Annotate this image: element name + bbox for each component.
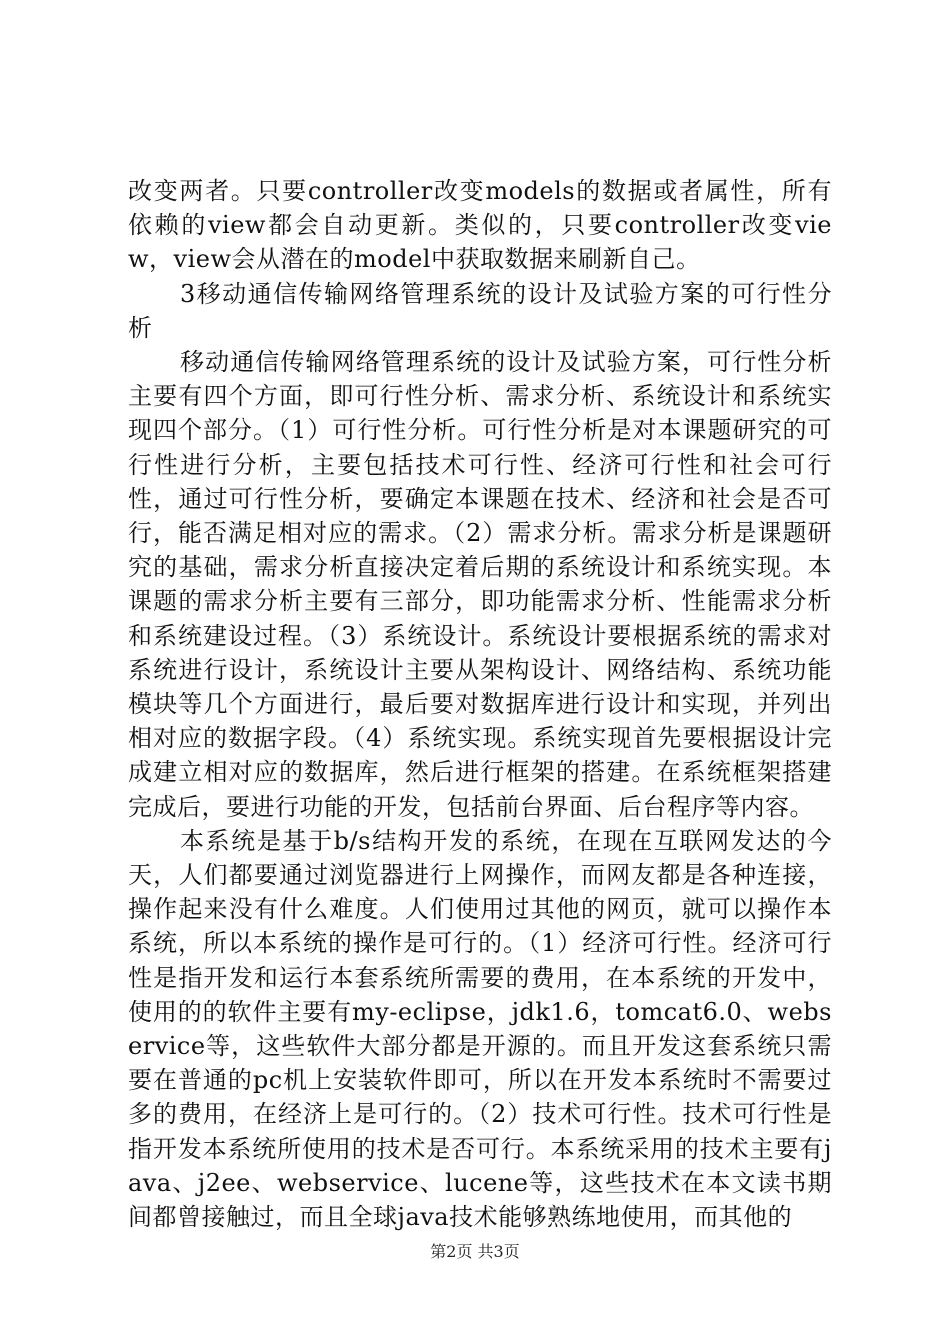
document-body bbox=[128, 174, 832, 1234]
paragraph-mvc-update: 改变两者。只要controller改变models的数据或者属性，所有依赖的view都会自动更新。类似的，只要controller改变view，view会从潜在的model中获取数据来刷新自己。 bbox=[128, 177, 832, 274]
page-number-footer: 第2页 共3页 bbox=[430, 1242, 520, 1261]
paragraph-bs-system: 本系统是基于b/s结构开发的系统，在现在互联网发达的今天，人们都要通过浏览器进行上网操作，而网友都是各种连接，操作起来没有什么难度。人们使用过其他的网页，就可以操作本系统，所以本系统的操作是可行的。（1）经济可行性。经济可行性是指开发和运行本套系统所需要的费用，在本系统的开发中，使用的的软件主要有my-eclipse，jdk1.6，tomcat6.0、webservice等，这些软件大部分都是开源的。而且开发这套系统只需要在普通的pc机上安装软件即可，所以在开发本系统时不需要过多的费用，在经济上是可行的。（2）技术可行性。技术可行性是指开发本系统所使用的技术是否可行。本系统采用的技术主要有java、j2ee、webservice、lucene等，这些技术在本文读书期间都曾接触过，而且全球java技术能够熟练地使用，而其他的 bbox=[128, 826, 832, 1232]
section-heading-feasibility: 3移动通信传输网络管理系统的设计及试验方案的可行性分析 bbox=[128, 279, 832, 342]
paragraph-feasibility-overview: 移动通信传输网络管理系统的设计及试验方案，可行性分析主要有四个方面，即可行性分析、需求分析、系统设计和系统实现四个部分。（1）可行性分析。可行性分析是对本课题研究的可行性进行分析，主要包括技术可行性、经济可行性和社会可行性，通过可行性分析，要确定本课题在技术、经济和社会是否可行，能否满足相对应的需求。（2）需求分析。需求分析是课题研究的基础，需求分析直接决定着后期的系统设计和系统实现。本课题的需求分析主要有三部分，即功能需求分析、性能需求分析和系统建设过程。（3）系统设计。系统设计要根据系统的需求对系统进行设计，系统设计主要从架构设计、网络结构、系统功能模块等几个方面进行，最后要对数据库进行设计和实现，并列出相对应的数据字段。（4）系统实现。系统实现首先要根据设计完成建立相对应的数据库，然后进行框架的搭建。在系统框架搭建完成后，要进行功能的开发，包括前台界面、后台程序等内容。 bbox=[128, 348, 832, 821]
